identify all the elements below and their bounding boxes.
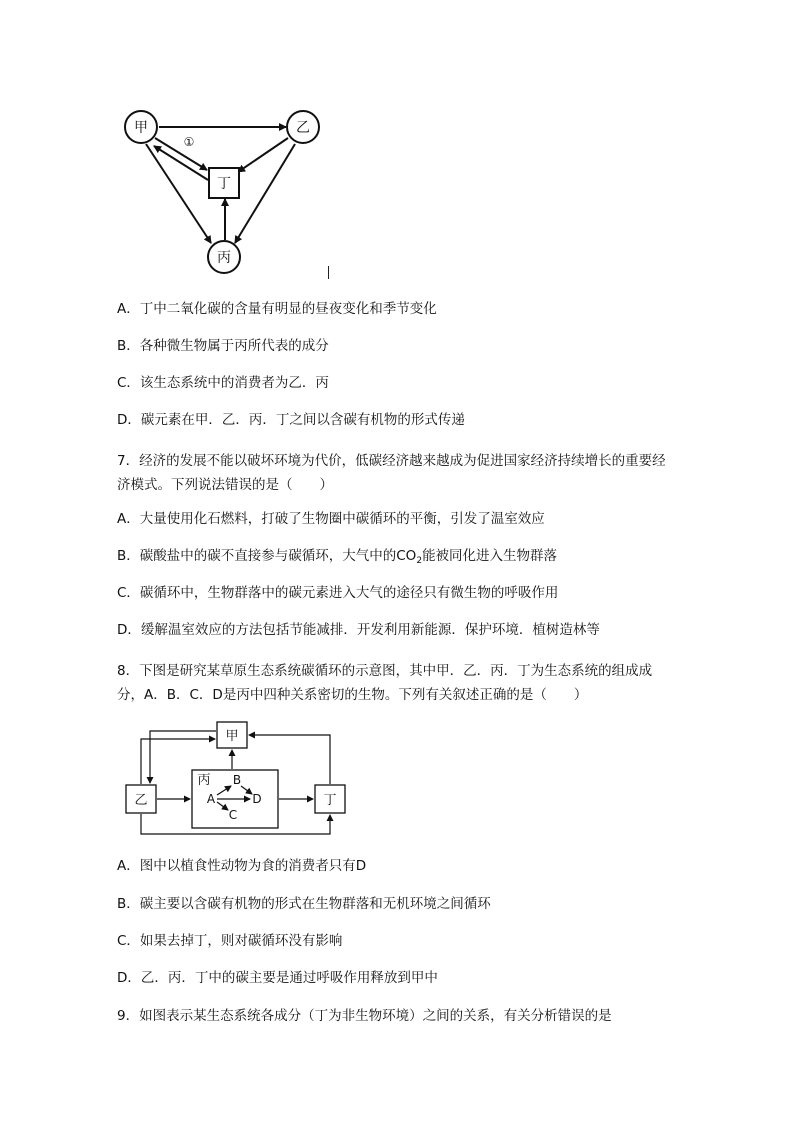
- arrow-ding-to-jia: [154, 146, 208, 180]
- q7-option-b-post: 能被同化进入生物群落: [422, 548, 558, 564]
- q8-option-b: B．碳主要以含碳有机物的形式在生物群落和无机环境之间循环: [117, 896, 491, 912]
- node-jia-label: 甲: [134, 120, 148, 136]
- q8-option-c: C．如果去掉丁，则对碳循环没有影响: [117, 933, 343, 949]
- node-ding-label: 丁: [217, 176, 231, 192]
- arrow-label-1: ①: [183, 135, 195, 149]
- q7-option-d: D．缓解温室效应的方法包括节能减排．开发利用新能源．保护环境．植树造林等: [117, 622, 600, 638]
- node-bing-label: 丙: [217, 250, 231, 266]
- arrow-yi-to-bing: [235, 144, 295, 243]
- arrow-jia-to-ding: [155, 138, 207, 170]
- box-ding-label: 丁: [323, 793, 337, 808]
- box-jia-label: 甲: [225, 729, 239, 744]
- text-cursor: [328, 266, 329, 279]
- organism-d: D: [252, 792, 262, 806]
- carbon-cycle-diagram-1: [110, 100, 340, 280]
- organism-a: A: [206, 792, 216, 806]
- q7-option-b-pre: B．碳酸盐中的碳不直接参与碳循环，大气中的CO: [117, 548, 417, 564]
- q7-option-c: C．碳循环中，生物群落中的碳元素进入大气的途径只有微生物的呼吸作用: [117, 585, 559, 601]
- q9-stem: 9．如图表示某生态系统各成分（丁为非生物环境）之间的关系，有关分析错误的是: [117, 1008, 612, 1024]
- q7-option-b-sub: 2: [416, 556, 423, 566]
- q7-stem: 7．经济的发展不能以破坏环境为代价，低碳经济越来越成为促进国家经济持续增长的重要经济模式。下列说法错误的是（ ）: [117, 453, 666, 493]
- q7-option-b: [117, 547, 557, 570]
- organism-b: B: [232, 773, 242, 787]
- q8-stem: 8．下图是研究某草原生态系统碳循环的示意图，其中甲．乙．丙．丁为生态系统的组成成分，A．B．C．D是丙中四种关系密切的生物。下列有关叙述正确的是（ ）: [117, 663, 653, 703]
- box-yi-label: 乙: [134, 793, 148, 808]
- q6-option-b: B．各种微生物属于丙所代表的成分: [117, 338, 329, 354]
- node-yi-label: 乙: [296, 120, 310, 136]
- box-bing-label: 丙: [197, 773, 211, 788]
- q6-option-a: A．丁中二氧化碳的含量有明显的昼夜变化和季节变化: [117, 301, 437, 317]
- q6-option-c: C．该生态系统中的消费者为乙．丙: [117, 375, 329, 391]
- q6-option-d: D．碳元素在甲．乙．丙．丁之间以含碳有机物的形式传递: [117, 412, 465, 428]
- carbon-cycle-diagram-2: [120, 718, 360, 840]
- q8-option-d: D．乙．丙．丁中的碳主要是通过呼吸作用释放到甲中: [117, 970, 438, 986]
- q7-option-a: A．大量使用化石燃料，打破了生物圈中碳循环的平衡，引发了温室效应: [117, 511, 545, 527]
- organism-c: C: [228, 808, 238, 822]
- q8-option-a: A．图中以植食性动物为食的消费者只有D: [117, 858, 367, 874]
- arrow-jia-to-bing: [146, 144, 211, 243]
